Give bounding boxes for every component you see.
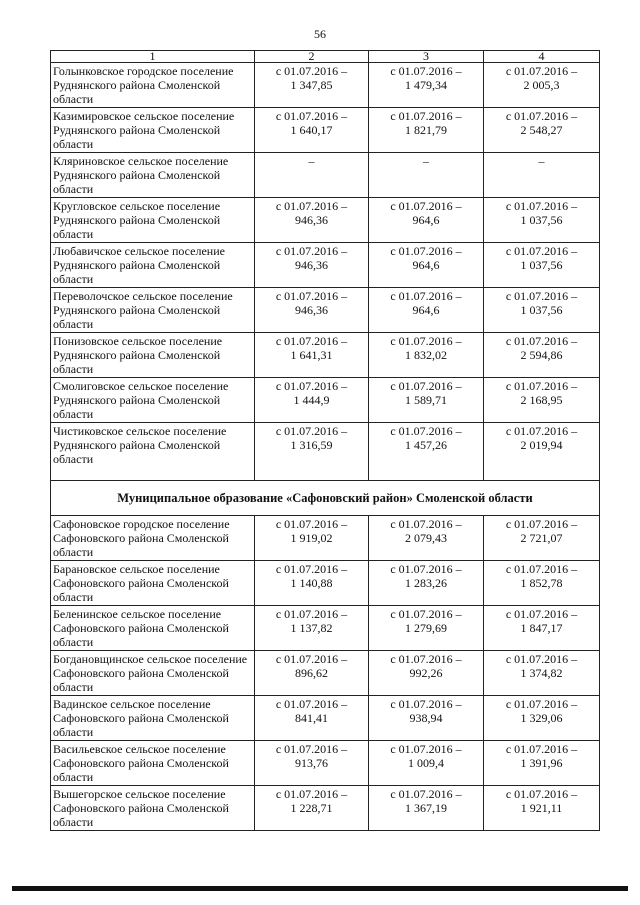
tariff-cell: с 01.07.2016 – 1 847,17 (484, 606, 600, 651)
tariff-cell: с 01.07.2016 – 841,41 (255, 696, 369, 741)
table-row (51, 741, 600, 786)
settlement-name: Барановское сельское поселение Сафоновского района Смоленской области (51, 561, 255, 606)
tariff-cell: с 01.07.2016 – 896,62 (255, 651, 369, 696)
settlement-name: Сафоновское городское поселение Сафоновского района Смоленской области (51, 516, 255, 561)
table-row (51, 606, 600, 651)
tariff-cell: с 01.07.2016 – 1 391,96 (484, 741, 600, 786)
section-title: Муниципальное образование «Сафоновский район» Смоленской области (51, 481, 600, 516)
tariff-cell: с 01.07.2016 – 1 329,06 (484, 696, 600, 741)
column-number: 3 (369, 51, 484, 63)
settlement-name: Беленинское сельское поселение Сафоновского района Смоленской области (51, 606, 255, 651)
tariff-cell: с 01.07.2016 – 2 168,95 (484, 378, 600, 423)
table-row (51, 651, 600, 696)
column-number: 2 (255, 51, 369, 63)
table-row (51, 198, 600, 243)
tariff-cell: с 01.07.2016 – 1 921,11 (484, 786, 600, 831)
tariff-cell: с 01.07.2016 – 913,76 (255, 741, 369, 786)
tariff-cell: с 01.07.2016 – 1 283,26 (369, 561, 484, 606)
tariff-cell: с 01.07.2016 – 992,26 (369, 651, 484, 696)
tariff-cell: с 01.07.2016 – 946,36 (255, 243, 369, 288)
section-header-row (51, 481, 600, 516)
tariff-cell: с 01.07.2016 – 2 548,27 (484, 108, 600, 153)
column-number-row (51, 51, 600, 63)
tariff-cell: с 01.07.2016 – 946,36 (255, 288, 369, 333)
settlement-name: Кругловское сельское поселение Руднянского района Смоленской области (51, 198, 255, 243)
tariff-cell: с 01.07.2016 – 1 279,69 (369, 606, 484, 651)
tariff-cell: с 01.07.2016 – 1 832,02 (369, 333, 484, 378)
tariff-cell: с 01.07.2016 – 2 079,43 (369, 516, 484, 561)
tariff-cell: с 01.07.2016 – 946,36 (255, 198, 369, 243)
tariff-cell: с 01.07.2016 – 1 821,79 (369, 108, 484, 153)
tariff-cell: с 01.07.2016 – 964,6 (369, 198, 484, 243)
tariff-cell: с 01.07.2016 – 1 228,71 (255, 786, 369, 831)
settlement-name: Вадинское сельское поселение Сафоновского района Смоленской области (51, 696, 255, 741)
tariff-cell: с 01.07.2016 – 1 037,56 (484, 198, 600, 243)
table-row (51, 153, 600, 198)
table-row (51, 333, 600, 378)
tariff-cell: с 01.07.2016 – 1 641,31 (255, 333, 369, 378)
scan-bottom-border (12, 886, 628, 891)
tariff-cell: с 01.07.2016 – 1 444,9 (255, 378, 369, 423)
settlement-name: Смолиговское сельское поселение Руднянского района Смоленской области (51, 378, 255, 423)
tariff-cell: с 01.07.2016 – 2 005,3 (484, 63, 600, 108)
tariff-cell: – (484, 153, 600, 198)
column-number: 1 (51, 51, 255, 63)
tariff-cell: с 01.07.2016 – 1 137,82 (255, 606, 369, 651)
settlement-name: Переволочское сельское поселение Руднянского района Смоленской области (51, 288, 255, 333)
settlement-name: Богдановщинское сельское поселение Сафоновского района Смоленской области (51, 651, 255, 696)
settlement-name: Чистиковское сельское поселение Руднянского района Смоленской области (51, 423, 255, 481)
settlement-name: Любавичское сельское поселение Руднянского района Смоленской области (51, 243, 255, 288)
tariff-cell: с 01.07.2016 – 1 037,56 (484, 288, 600, 333)
settlement-name: Вышегорское сельское поселение Сафоновского района Смоленской области (51, 786, 255, 831)
tariff-cell: – (255, 153, 369, 198)
table-row (51, 378, 600, 423)
tariff-cell: с 01.07.2016 – 2 721,07 (484, 516, 600, 561)
tariff-cell: с 01.07.2016 – 1 367,19 (369, 786, 484, 831)
settlement-name: Понизовское сельское поселение Руднянского района Смоленской области (51, 333, 255, 378)
tariff-cell: – (369, 153, 484, 198)
tariff-cell: с 01.07.2016 – 1 589,71 (369, 378, 484, 423)
table-row (51, 423, 600, 481)
tariff-cell: с 01.07.2016 – 964,6 (369, 288, 484, 333)
table-row (51, 561, 600, 606)
tariff-cell: с 01.07.2016 – 1 009,4 (369, 741, 484, 786)
table-row (51, 786, 600, 831)
table-row (51, 696, 600, 741)
table-row (51, 63, 600, 108)
page-number: 56 (314, 27, 326, 41)
settlement-name: Голынковское городское поселение Руднянского района Смоленской области (51, 63, 255, 108)
settlement-name: Казимировское сельское поселение Руднянского района Смоленской области (51, 108, 255, 153)
settlement-name: Кляриновское сельское поселение Руднянского района Смоленской области (51, 153, 255, 198)
tariff-cell: с 01.07.2016 – 1 374,82 (484, 651, 600, 696)
tariff-cell: с 01.07.2016 – 1 140,88 (255, 561, 369, 606)
tariff-cell: с 01.07.2016 – 1 347,85 (255, 63, 369, 108)
tariff-cell: с 01.07.2016 – 938,94 (369, 696, 484, 741)
tariff-cell: с 01.07.2016 – 1 037,56 (484, 243, 600, 288)
table-row (51, 243, 600, 288)
table-row (51, 108, 600, 153)
tariff-cell: с 01.07.2016 – 964,6 (369, 243, 484, 288)
table-row (51, 516, 600, 561)
table-row (51, 288, 600, 333)
tariff-cell: с 01.07.2016 – 1 457,26 (369, 423, 484, 481)
tariff-cell: с 01.07.2016 – 1 640,17 (255, 108, 369, 153)
tariff-cell: с 01.07.2016 – 2 594,86 (484, 333, 600, 378)
tariff-cell: с 01.07.2016 – 1 316,59 (255, 423, 369, 481)
column-number: 4 (484, 51, 600, 63)
tariff-table (50, 50, 600, 831)
tariff-cell: с 01.07.2016 – 1 919,02 (255, 516, 369, 561)
tariff-cell: с 01.07.2016 – 2 019,94 (484, 423, 600, 481)
tariff-cell: с 01.07.2016 – 1 479,34 (369, 63, 484, 108)
settlement-name: Васильевское сельское поселение Сафоновского района Смоленской области (51, 741, 255, 786)
tariff-cell: с 01.07.2016 – 1 852,78 (484, 561, 600, 606)
